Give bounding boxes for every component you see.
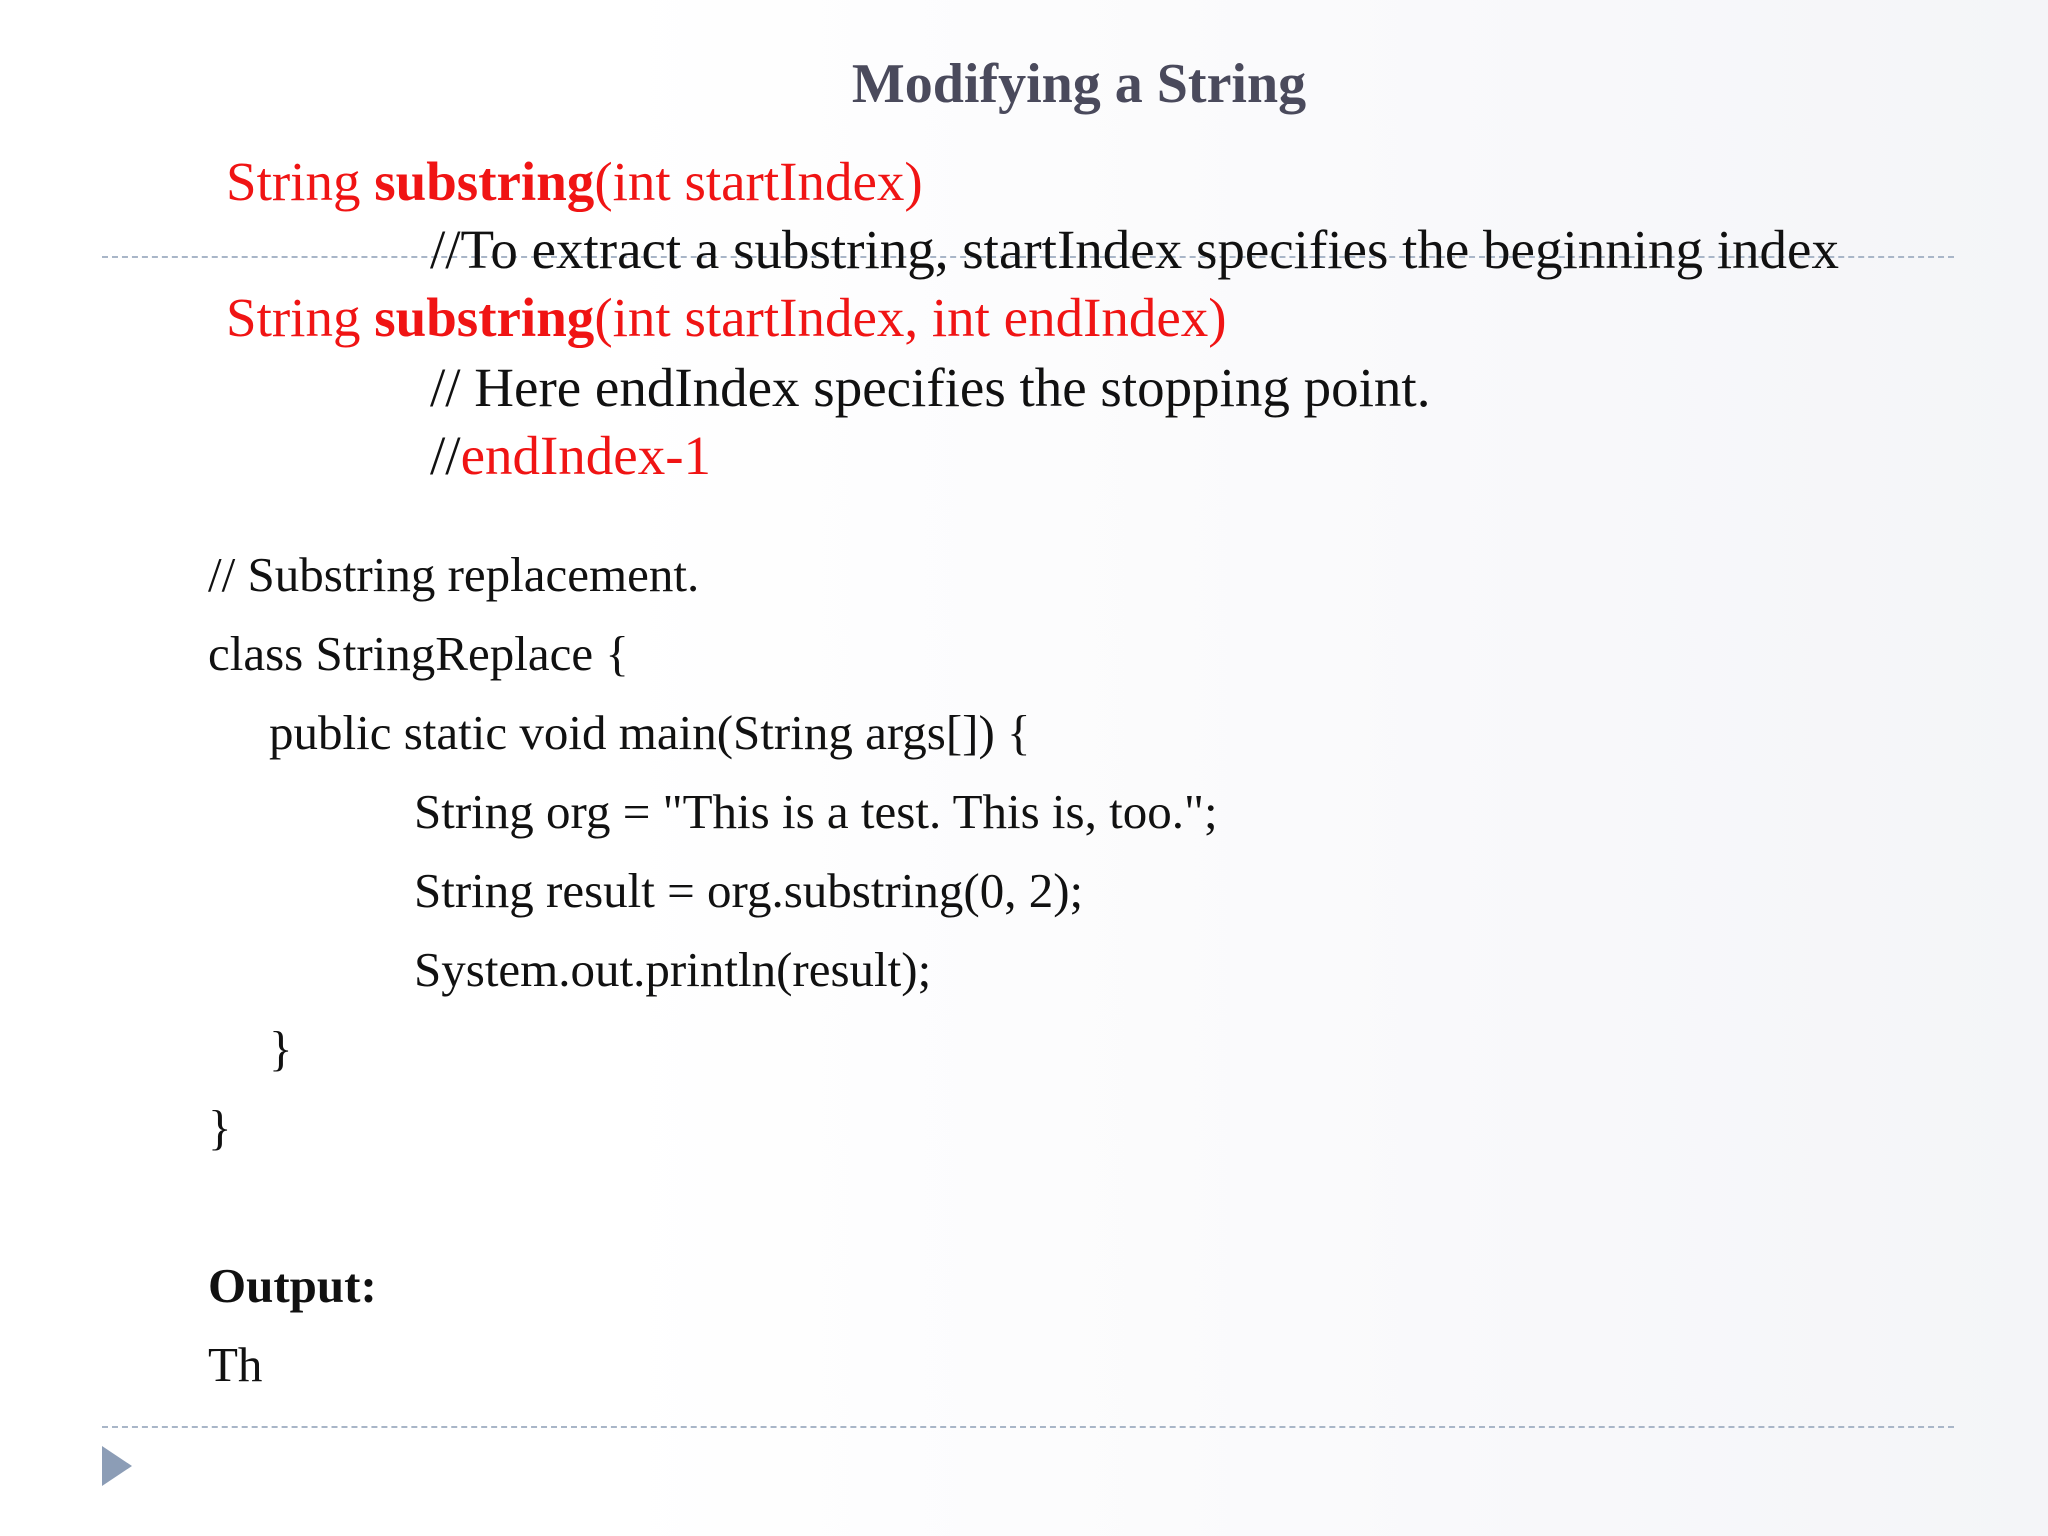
dashed-divider-bottom [102, 1426, 1954, 1428]
code-line-println: System.out.println(result); [414, 942, 932, 997]
code-line-result: String result = org.substring(0, 2); [414, 863, 1084, 918]
code-line-close-class: } [208, 1100, 232, 1155]
signature-type: String [226, 287, 361, 348]
code-line-org: String org = "This is a test. This is, too."; [414, 784, 1218, 839]
syntax-signature-2 [226, 286, 1227, 349]
comment-highlight: endIndex-1 [460, 425, 712, 486]
signature-params: (int startIndex, int endIndex) [594, 287, 1227, 348]
code-line-close-method: } [269, 1021, 293, 1076]
syntax-signature-1 [226, 150, 923, 213]
code-line-comment: // Substring replacement. [208, 547, 700, 602]
comment-prefix: // [430, 425, 461, 486]
triangle-bullet-icon [102, 1446, 132, 1486]
signature-method: substring [374, 287, 595, 348]
signature-method: substring [374, 151, 595, 212]
signature-params: (int startIndex) [594, 151, 923, 212]
output-label: Output: [208, 1258, 377, 1313]
syntax-comment-3 [430, 424, 711, 487]
signature-type: String [226, 151, 361, 212]
syntax-comment-2: // Here endIndex specifies the stopping point. [430, 357, 1431, 418]
code-line-class: class StringReplace { [208, 626, 629, 681]
syntax-comment-1: //To extract a substring, startIndex specifies the beginning index [430, 219, 1839, 280]
code-line-main: public static void main(String args[]) { [269, 705, 1031, 760]
output-value: Th [208, 1337, 263, 1392]
slide-title: Modifying a String [851, 53, 1307, 115]
